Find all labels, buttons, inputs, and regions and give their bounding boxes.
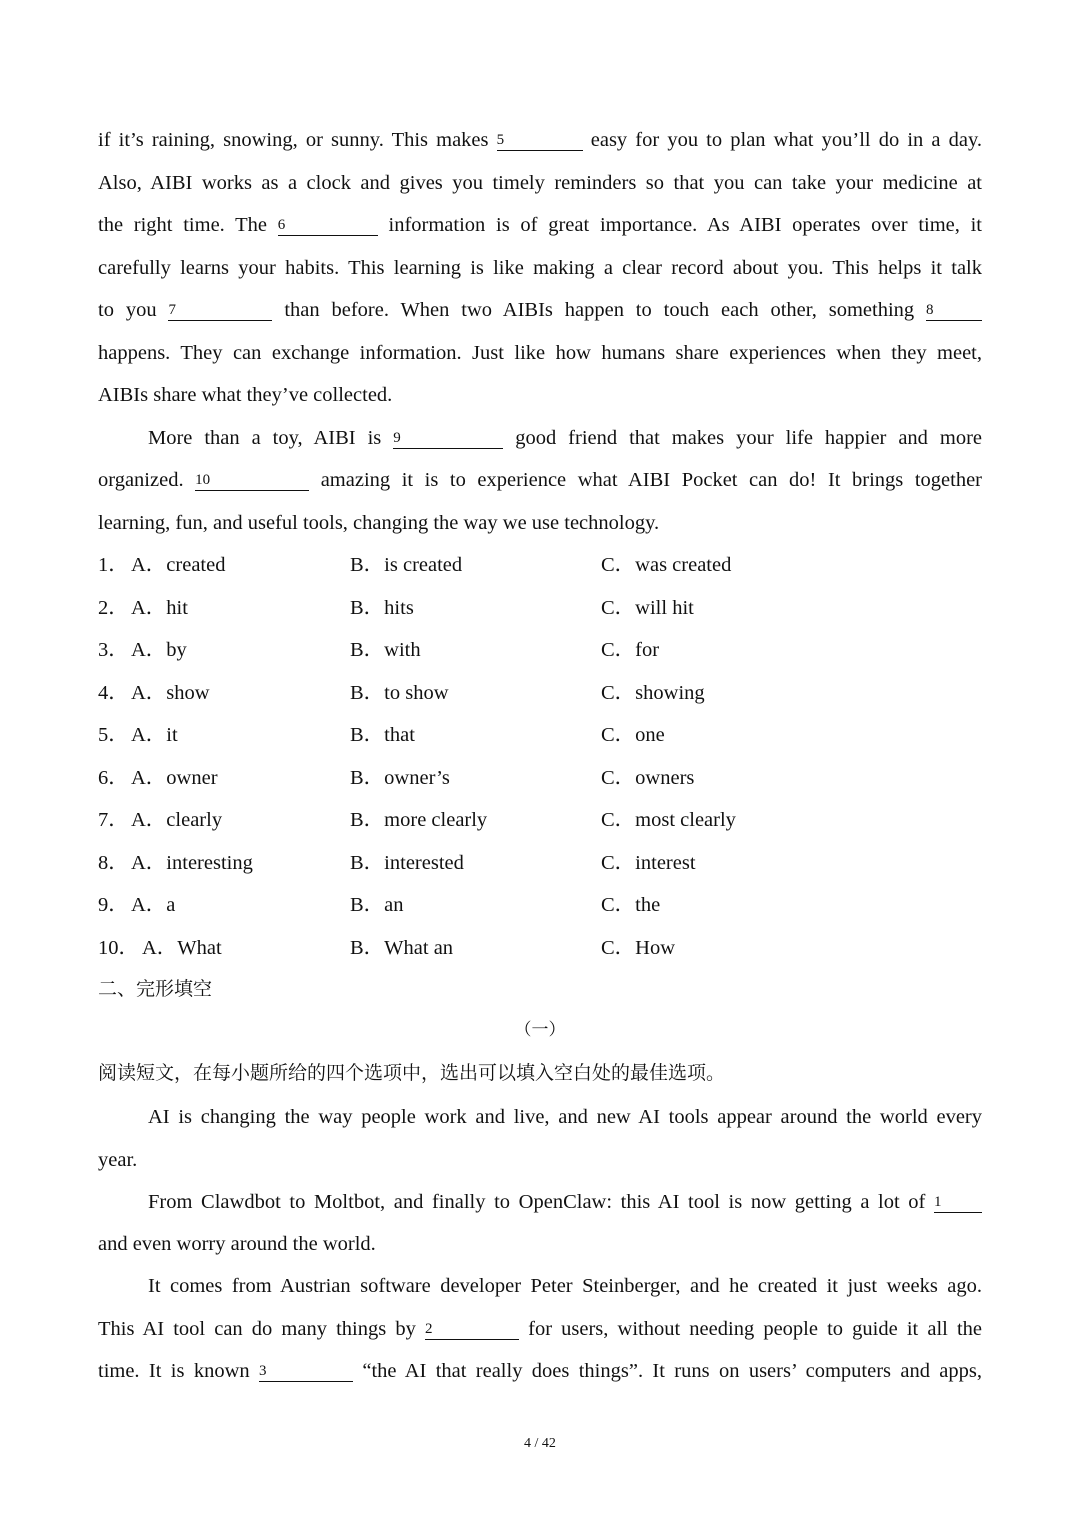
passage-line xyxy=(98,339,982,367)
text: time. It is known xyxy=(98,1360,250,1382)
passage-line xyxy=(98,1315,982,1343)
option-a: A．hit xyxy=(131,596,188,619)
option-a: A．clearly xyxy=(131,809,223,831)
text: Also, AIBI works as a clock and gives you timely reminders so that you can take your medicine at xyxy=(98,172,982,194)
text: if it’s raining, snowing, or sunny. This makes xyxy=(98,129,489,151)
section-subheading: （一） xyxy=(514,1020,566,1040)
option-c: C．owners xyxy=(601,766,695,789)
option-c: C．will hit xyxy=(601,596,694,619)
option-c: C．most clearly xyxy=(601,809,736,831)
option-a: A．a xyxy=(131,894,176,916)
passage-line xyxy=(98,1357,982,1385)
blank-6: 6 xyxy=(278,218,378,236)
option-b: B．What an xyxy=(350,936,454,959)
page-number: 4 / 42 xyxy=(524,1436,556,1451)
question-number: 3． xyxy=(98,639,129,661)
option-a: A．owner xyxy=(131,766,218,789)
passage-line xyxy=(98,466,982,494)
passage-line xyxy=(148,1188,982,1216)
option-a: A．it xyxy=(131,724,178,746)
question-number: 9． xyxy=(98,894,129,916)
text: information is of great importance. As AIBI operates over time, it xyxy=(388,214,982,236)
passage-line xyxy=(98,381,982,409)
passage-line xyxy=(98,254,982,282)
option-c: C．How xyxy=(601,936,676,959)
option-a: A．show xyxy=(131,681,210,704)
blank-9: 9 xyxy=(393,431,503,449)
passage-line xyxy=(98,296,982,324)
text: AI is changing the way people work and live, and new AI tools appear around the world every xyxy=(148,1106,982,1128)
question-number: 10． xyxy=(98,936,139,959)
blank-1: 1 xyxy=(934,1195,982,1213)
text: year. xyxy=(98,1149,138,1171)
passage-line xyxy=(98,509,982,537)
blank-2: 2 xyxy=(425,1322,519,1340)
question-number: 1． xyxy=(98,554,129,576)
text: AIBIs share what they’ve collected. xyxy=(98,384,393,406)
text: to you xyxy=(98,299,157,321)
passage-line xyxy=(98,169,982,197)
question-number: 6． xyxy=(98,766,129,789)
option-c: C．one xyxy=(601,724,665,746)
text: for users, without needing people to guide it all the xyxy=(528,1318,983,1340)
text: amazing it is to experience what AIBI Pocket can do! It brings together xyxy=(320,469,982,491)
blank-5: 5 xyxy=(497,133,583,151)
question-number: 5． xyxy=(98,724,129,746)
text: learning, fun, and useful tools, changing the way we use technology. xyxy=(98,512,660,534)
text: happens. They can exchange information. Just like how humans share experiences when they meet, xyxy=(98,342,982,364)
question-number: 8． xyxy=(98,851,129,874)
option-a: A．What xyxy=(142,936,222,959)
question-number: 2． xyxy=(98,596,129,619)
blank-7: 7 xyxy=(168,303,272,321)
option-b: B．owner’s xyxy=(350,766,450,789)
instruction: 阅读短文，在每小题所给的四个选项中，选出可以填入空白处的最佳选项。 xyxy=(98,1062,726,1084)
text: More than a toy, AIBI is xyxy=(148,427,382,449)
option-b: B．an xyxy=(350,894,404,916)
passage-line xyxy=(98,211,982,239)
text: carefully learns your habits. This learning is like making a clear record about you. This helps it talk xyxy=(98,257,982,279)
option-b: B．hits xyxy=(350,596,414,619)
passage-line xyxy=(98,1146,982,1174)
passage-line xyxy=(148,1272,982,1300)
text: From Clawdbot to Moltbot, and finally to OpenClaw: this AI tool is now getting a lot of xyxy=(148,1191,926,1213)
text: and even worry around the world. xyxy=(98,1233,376,1255)
passage-line xyxy=(98,126,982,154)
option-c: C．showing xyxy=(601,681,705,704)
option-b: B．to show xyxy=(350,681,449,704)
question-number: 4． xyxy=(98,681,129,704)
option-a: A．created xyxy=(131,554,226,576)
blank-10: 10 xyxy=(195,473,309,491)
passage-line xyxy=(98,1230,982,1258)
text: It comes from Austrian software developer Peter Steinberger, and he created it just weeks ago. xyxy=(148,1275,982,1297)
option-c: C．for xyxy=(601,639,660,661)
option-c: C．the xyxy=(601,894,661,916)
text: This AI tool can do many things by xyxy=(98,1318,416,1340)
blank-3: 3 xyxy=(259,1364,353,1382)
option-a: A．interesting xyxy=(131,851,253,874)
option-c: C．was created xyxy=(601,554,732,576)
option-b: B．interested xyxy=(350,851,464,874)
text: “the AI that really does things”. It runs on users’ computers and apps, xyxy=(362,1360,983,1382)
passage-line xyxy=(148,424,982,452)
option-b: B．is created xyxy=(350,554,463,576)
option-b: B．that xyxy=(350,724,415,746)
option-a: A．by xyxy=(131,639,187,661)
passage-line xyxy=(148,1103,982,1131)
text: good friend that makes your life happier and more xyxy=(515,427,983,449)
blank-8: 8 xyxy=(926,303,982,321)
text: easy for you to plan what you’ll do in a day. xyxy=(590,129,982,151)
option-b: B．with xyxy=(350,639,421,661)
option-b: B．more clearly xyxy=(350,809,488,831)
text: the right time. The xyxy=(98,214,268,236)
option-c: C．interest xyxy=(601,851,696,874)
question-number: 7． xyxy=(98,809,129,831)
section-heading: 二、完形填空 xyxy=(98,978,213,1000)
text: organized. xyxy=(98,469,184,491)
text: than before. When two AIBIs happen to touch each other, something xyxy=(284,299,915,321)
